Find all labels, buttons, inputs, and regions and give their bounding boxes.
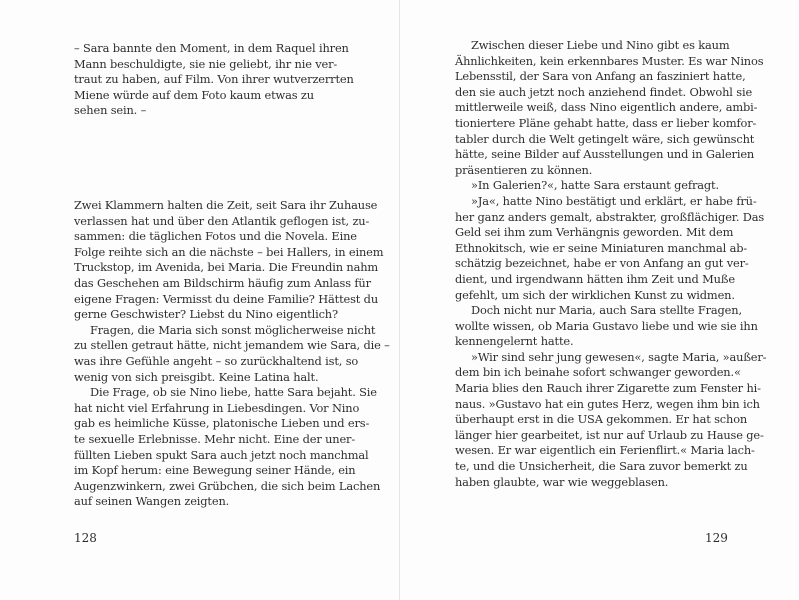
text-line: tabler durch die Welt getingelt wäre, sich gewünscht [455, 131, 755, 146]
text-line: füllten Lieben spukt Sara auch jetzt noch manchmal [74, 447, 369, 462]
text-line: Miene würde auf dem Foto kaum etwas zu [74, 87, 314, 102]
text-line: was ihre Gefühle angeht – so zurückhaltend ist, so [74, 353, 359, 368]
text-line: Mann beschuldigte, sie nie geliebt, ihr nie ver- [74, 56, 338, 71]
page-number-left: 128 [74, 531, 97, 545]
text-line: dem bin ich beinahe sofort schwanger geworden.« [455, 365, 741, 380]
text-line: im Kopf herum: eine Bewegung seiner Hände, ein [74, 463, 356, 478]
text-line: Die Frage, ob sie Nino liebe, hatte Sara bejaht. Sie [90, 385, 377, 400]
text-line: gerne Geschwister? Liebst du Nino eigentlich? [74, 307, 338, 322]
text-line: Ähnlichkeiten, kein erkennbares Muster. Es war Ninos [455, 53, 764, 68]
text-line: wenig von sich preisgibt. Keine Latina halt. [74, 369, 319, 384]
text-line: präsentieren zu können. [455, 162, 593, 177]
text-line: traut zu haben, auf Film. Von ihrer wutverzerrten [74, 72, 354, 87]
text-line: Doch nicht nur Maria, auch Sara stellte Fragen, [471, 303, 742, 318]
text-line: wollte wissen, ob Maria Gustavo liebe und wie sie ihn [455, 318, 758, 333]
text-line: naus. »Gustavo hat ein gutes Herz, wegen ihm bin ich [455, 396, 760, 411]
text-line: Ethnokitsch, wie er seine Miniaturen manchmal ab- [455, 240, 748, 255]
text-line: kennengelernt hatte. [455, 334, 574, 349]
right-page [400, 0, 799, 600]
text-line: gefehlt, um sich der wirklichen Kunst zu widmen. [455, 287, 735, 302]
text-line: te, und die Unsicherheit, die Sara zuvor bemerkt zu [455, 459, 748, 474]
text-line: schätzig bezeichnet, habe er von Anfang an gut ver- [455, 256, 749, 271]
text-line: hat nicht viel Erfahrung in Liebesdingen. Vor Nino [74, 400, 360, 415]
right-page-main-text [455, 38, 767, 490]
text-line: Truckstop, im Avenida, bei Maria. Die Freundin nahm [74, 260, 379, 275]
text-line: Fragen, die Maria sich sonst möglicherweise nicht [90, 322, 376, 337]
text-line: Folge reihte sich an die nächste – bei Hallers, in einem [74, 244, 384, 259]
text-line: Maria blies den Rauch ihrer Zigarette zum Fenster hi- [455, 381, 761, 396]
left-page-intro-block [74, 41, 354, 119]
text-line: dient, und irgendwann hätten ihm Zeit und Muße [455, 271, 735, 286]
text-line: Zwei Klammern halten die Zeit, seit Sara ihr Zuhause [74, 198, 378, 212]
page-number-right: 129 [705, 531, 728, 545]
text-line: wesen. Er war eigentlich ein Ferienflirt.« Maria lach- [455, 443, 755, 458]
text-line: her ganz anders gemalt, abstrakter, großflächiger. Das [455, 209, 765, 224]
text-line: tioniertere Pläne gehabt hatte, dass er lieber komfor- [455, 115, 757, 130]
text-line: »Wir sind sehr jung gewesen«, sagte Maria, »außer- [471, 349, 767, 364]
text-line: Lebensstil, der Sara von Anfang an fasziniert hatte, [455, 69, 746, 84]
text-line: – Sara bannte den Moment, in dem Raquel ihren [74, 41, 349, 55]
text-line: sehen sein. – [74, 103, 147, 118]
text-line: mittlerweile weiß, dass Nino eigentlich andere, ambi- [455, 100, 758, 115]
text-line: »Ja«, hatte Nino bestätigt und erklärt, er habe frü- [471, 193, 757, 208]
text-line: te sexuelle Erlebnisse. Mehr nicht. Eine der uner- [74, 431, 356, 446]
text-line: zu stellen getraut hätte, nicht jemandem wie Sara, die – [74, 338, 390, 353]
text-line: gab es heimliche Küsse, platonische Lieben und ers- [74, 416, 370, 431]
text-line: auf seinen Wangen zeigten. [74, 494, 230, 509]
text-line: eigene Fragen: Vermisst du deine Familie? Hättest du [74, 291, 379, 306]
text-line: Zwischen dieser Liebe und Nino gibt es kaum [471, 38, 730, 52]
text-line: überhaupt erst in die USA gekommen. Er hat schon [455, 412, 748, 427]
left-page [0, 0, 399, 600]
left-page-main-text [74, 198, 390, 510]
text-line: den sie auch jetzt noch anziehend findet. Obwohl sie [455, 84, 753, 99]
text-line: sammen: die täglichen Fotos und die Novela. Eine [74, 229, 357, 244]
text-line: verlassen hat und über den Atlantik geflogen ist, zu- [74, 213, 370, 228]
text-line: Geld sei ihm zum Verhängnis geworden. Mit dem [455, 225, 734, 240]
text-line: haben glaubte, war wie weggeblasen. [455, 474, 669, 489]
text-line: länger hier gearbeitet, ist nur auf Urlaub zu Hause ge- [455, 427, 764, 442]
text-line: »In Galerien?«, hatte Sara erstaunt gefragt. [471, 178, 719, 193]
text-line: das Geschehen am Bildschirm häufig zum Anlass für [74, 275, 371, 290]
text-line: Augenzwinkern, zwei Grübchen, die sich beim Lachen [74, 478, 381, 493]
text-line: hätte, seine Bilder auf Ausstellungen und in Galerien [455, 147, 755, 162]
